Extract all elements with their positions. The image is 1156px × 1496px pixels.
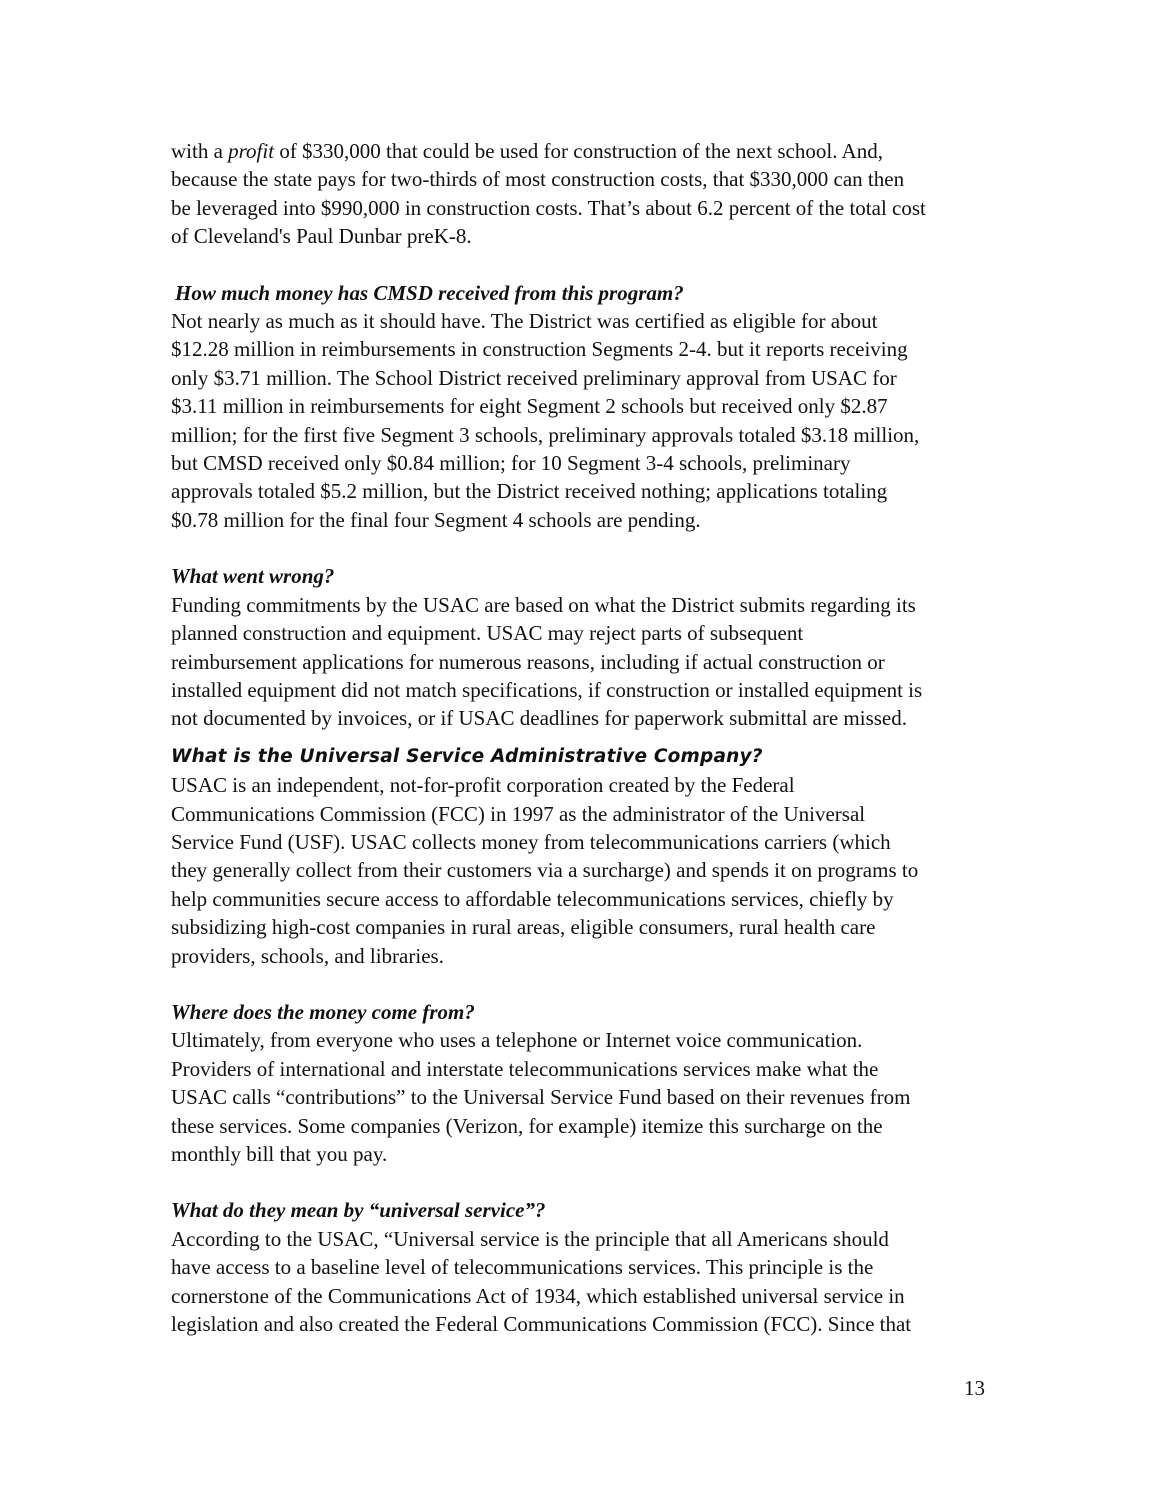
- section-heading-universal-service: What do they mean by “universal service”?: [171, 1198, 546, 1223]
- section-heading-usac: What is the Universal Service Administrative Company?: [171, 745, 763, 767]
- intro-text-end: of $330,000 that could be used for construction of the next school. And, because the state pays for two-thirds of most construction costs, that $330,000 can then be leveraged into $990,000 in construction costs. That’s about 6.2 percent of the total cost of Cleveland's Paul Dunbar preK-8.: [171, 139, 926, 249]
- section-body-money-source: Ultimately, from everyone who uses a telephone or Internet voice communication. Providers of international and interstate telecommunications services make what the USAC calls “contributions” to the Universal Service Fund based on their revenues from these services. Some companies (Verizon, for example) itemize this surcharge on the monthly bill that you pay.: [171, 1028, 911, 1166]
- spacer: [171, 534, 1001, 562]
- spacer: [171, 251, 1001, 279]
- section-heading-what-went-wrong: What went wrong?: [171, 564, 335, 589]
- section-body-usac: USAC is an independent, not-for-profit corporation created by the Federal Communications Commission (FCC) in 1997 as the administrator of the Universal Service Fund (USF). USAC collects money from telecommunications carriers (which they generally collect from their customers via a surcharge) and spends it on programs to help communities secure access to affordable telecommunications services, chiefly by subsidizing high-cost companies in rural areas, eligible consumers, rural health care providers, schools, and libraries.: [171, 773, 919, 968]
- spacer: [171, 1168, 1001, 1196]
- section-body-universal-service: According to the USAC, “Universal service is the principle that all Americans should have access to a baseline level of telecommunications services. This principle is the cornerstone of the Communications Act of 1934, which established universal service in legislation and also created the Federal Communications Commission (FCC). Since that: [171, 1226, 912, 1337]
- section-heading-money-source: Where does the money come from?: [171, 999, 475, 1024]
- section-heading-cmsd-money: How much money has CMSD received from this program?: [175, 280, 684, 305]
- intro-paragraph: [171, 137, 1001, 251]
- intro-text-start: with a: [171, 139, 229, 163]
- section-body-cmsd-money: Not nearly as much as it should have. The District was certified as eligible for about $12.28 million in reimbursements in construction Segments 2-4. but it reports receiving only $3.71 million. The School District received preliminary approval from USAC for $3.11 million in reimbursements for eight Segment 2 schools but received only $2.87 million; for the first five Segment 3 schools, preliminary approvals totaled $3.18 million, but CMSD received only $0.84 million; for 10 Segment 3-4 schools, preliminary approvals totaled $5.2 million, but the District received nothing; applications totaling $0.78 million for the final four Segment 4 schools are pending.: [171, 309, 920, 532]
- page-body: [171, 137, 1001, 1338]
- page-number: 13: [964, 1376, 985, 1400]
- spacer: [171, 733, 1001, 743]
- spacer: [171, 970, 1001, 998]
- intro-emphasis: profit: [228, 139, 275, 163]
- section-body-what-went-wrong: Funding commitments by the USAC are based on what the District submits regarding its planned construction and equipment. USAC may reject parts of subsequent reimbursement applications for numerous reasons, including if actual construction or installed equipment did not match specifications, if construction or installed equipment is not documented by invoices, or if USAC deadlines for paperwork submittal are missed.: [171, 592, 923, 731]
